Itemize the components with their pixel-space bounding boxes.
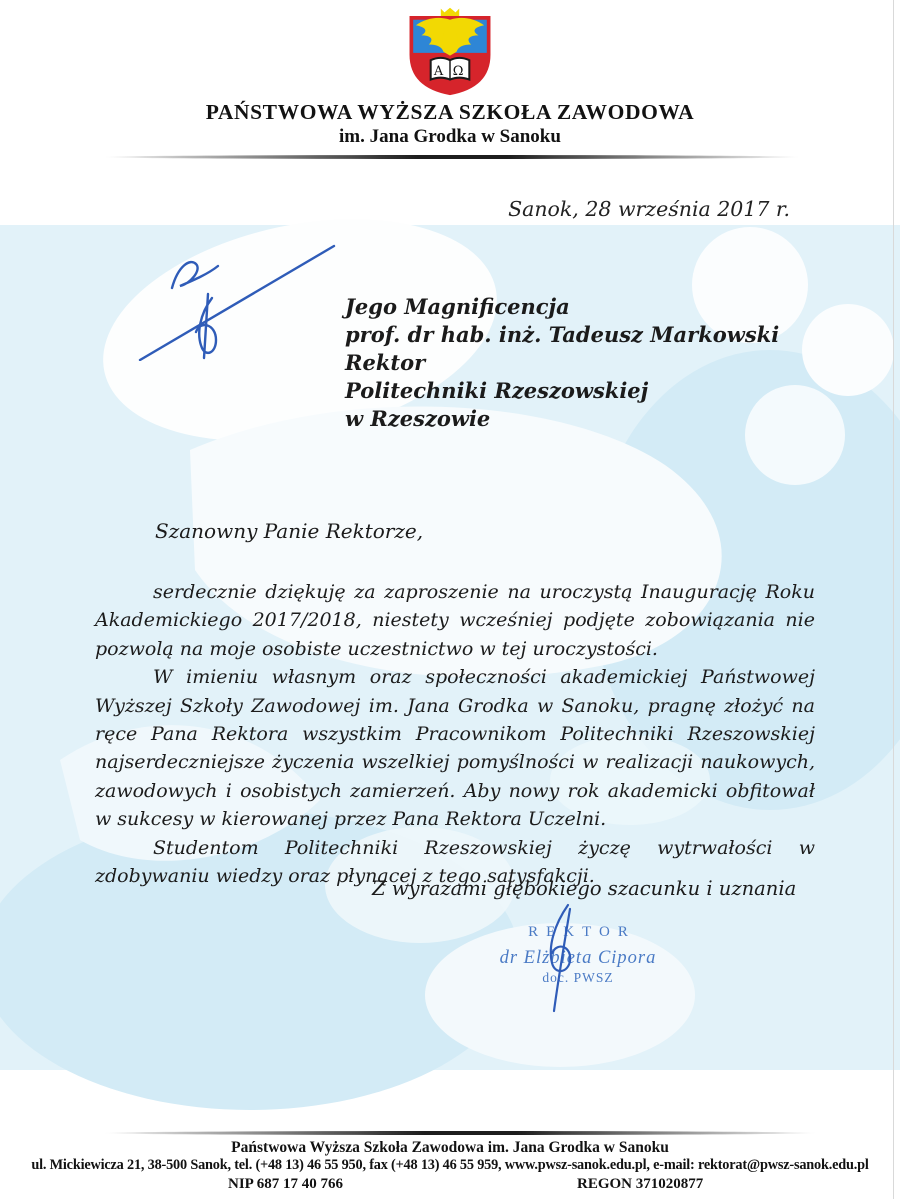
- footer-nip: NIP 687 17 40 766: [228, 1176, 344, 1192]
- recipient-block: [345, 293, 779, 433]
- org-name: PAŃSTWOWA WYŻSZA SZKOŁA ZAWODOWA: [205, 100, 695, 124]
- stamp-title: REKTOR: [528, 924, 636, 940]
- letter-body: [95, 578, 815, 890]
- footer-contact-line: ul. Mickiewicza 21, 38-500 Sanok, tel. (+48 13) 46 55 950, fax (+48 13) 46 55 959, www.pwsz-sanok.edu.pl, e-mail: rektorat@pwsz-sanok.edu.pl: [31, 1157, 869, 1173]
- crest-logo: [404, 5, 496, 97]
- recipient-line: w Rzeszowie: [345, 406, 491, 431]
- footer-regon: REGON 371020877: [577, 1176, 704, 1192]
- body-paragraph: Studentom Politechniki Rzeszowskiej życzę wytrwałości w zdobywaniu wiedzy oraz płynącej z tego satysfakcji.: [95, 836, 815, 888]
- open-book-icon: [431, 58, 470, 80]
- date-line: Sanok, 28 września 2017 r.: [508, 197, 790, 221]
- salutation: Szanowny Panie Rektorze,: [155, 519, 424, 543]
- stamp-degree: doc. PWSZ: [542, 970, 614, 985]
- handwritten-signature: [528, 903, 603, 1018]
- recipient-line: Politechniki Rzeszowskiej: [345, 378, 649, 403]
- scan-artifact-line: [893, 0, 894, 1199]
- recipient-line: Jego Magnificencja: [345, 294, 570, 319]
- recipient-line: prof. dr hab. inż. Tadeusz Markowski: [345, 322, 780, 347]
- org-subname: im. Jana Grodka w Sanoku: [339, 126, 561, 147]
- body-paragraph: serdecznie dziękuję za zaproszenie na uroczystą Inaugurację Roku Akademickiego 2017/2018, niestety wcześniej podjęte zobowiązania nie pozwolą na moje osobiste uczestnictwo w tej uroczystości.: [95, 581, 815, 660]
- footer-divider: [104, 1131, 816, 1135]
- footer-org-line: Państwowa Wyższa Szkoła Zawodowa im. Jana Grodka w Sanoku: [231, 1139, 669, 1156]
- alpha-omega-text: Α Ω: [433, 63, 467, 79]
- body-paragraph: W imieniu własnym oraz społeczności akademickiej Państwowej Wyższej Szkoły Zawodowej im. Jana Grodka w Sanoku, pragnę złożyć na ręce Pana Rektora wszystkim Pracownikom Politechniki Rzeszowskiej najserdeczniejsze życzenia wszelkiej pomyślności w realizacji naukowych, zawodowych i osobistych zamierzeń. Aby nowy rok akademicki obfitował w sukcesy w kierowanej przez Pana Rektora Uczelni.: [95, 666, 815, 831]
- header-divider: [104, 155, 800, 159]
- handwritten-paraph: [138, 236, 348, 361]
- stamp-name: dr Elżbieta Cipora: [499, 948, 657, 968]
- closing-line: Z wyrazami głębokiego szacunku i uznania: [372, 877, 797, 900]
- recipient-line: Rektor: [345, 350, 426, 375]
